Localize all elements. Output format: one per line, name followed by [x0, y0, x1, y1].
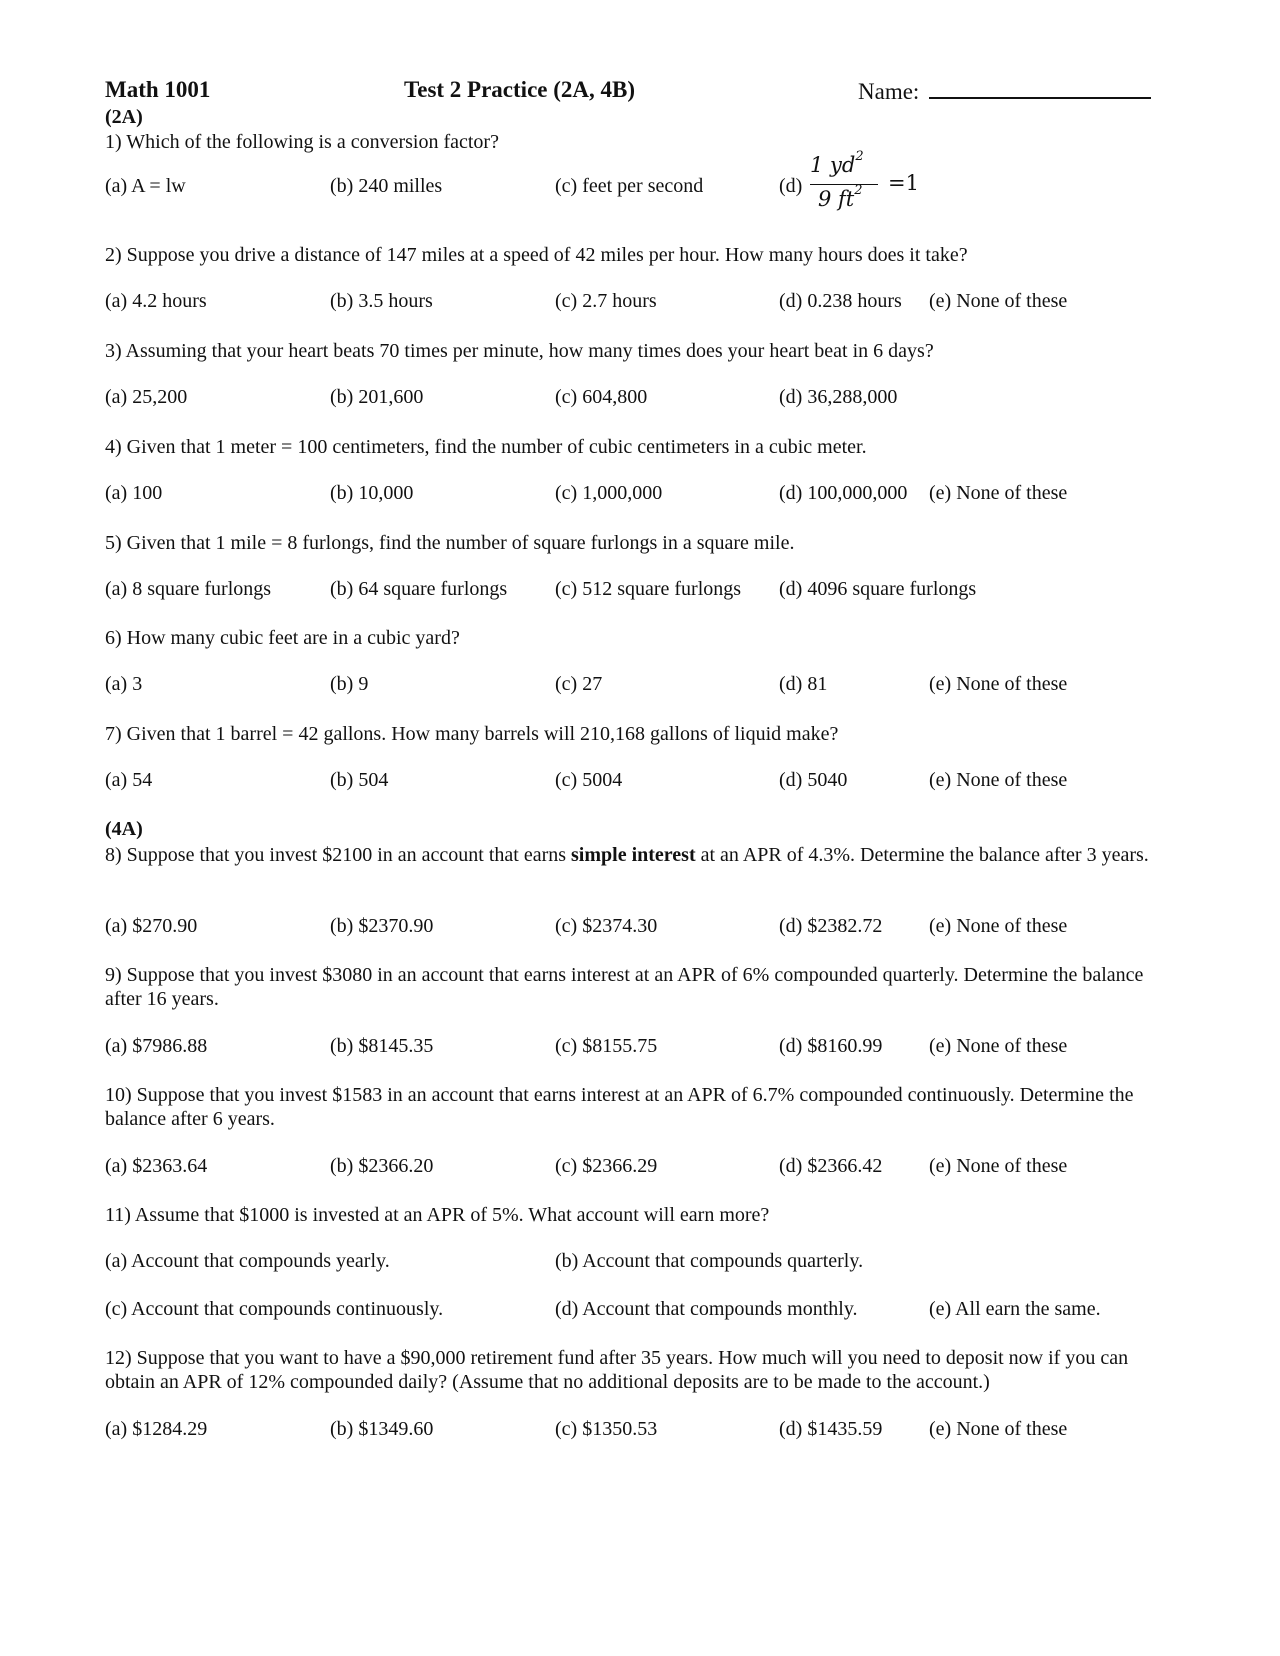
question-5: 5) Given that 1 mile = 8 furlongs, find the number of square furlongs in a square mile.	[105, 532, 795, 554]
q3-option-c: (c) 604,800	[555, 386, 648, 408]
q8-option-c: (c) $2374.30	[555, 915, 658, 937]
q5-option-a: (a) 8 square furlongs	[105, 578, 272, 600]
q8-option-a: (a) $270.90	[105, 915, 198, 937]
q6-option-c: (c) 27	[555, 673, 603, 695]
question-7: 7) Given that 1 barrel = 42 gallons. How many barrels will 210,168 gallons of liquid make?	[105, 723, 839, 745]
question-8: 8) Suppose that you invest $2100 in an account that earns simple interest at an APR of 4.3%. Determine the balance after 3 years.	[105, 844, 1149, 866]
q11-option-d: (d) Account that compounds monthly.	[555, 1298, 858, 1320]
q10-option-a: (a) $2363.64	[105, 1155, 208, 1177]
q1-option-c: (c) feet per second	[555, 175, 704, 197]
q9-option-e: (e) None of these	[929, 1035, 1068, 1057]
q12-option-d: (d) $1435.59	[779, 1418, 883, 1440]
q2-option-a: (a) 4.2 hours	[105, 290, 207, 312]
fraction-equals: =1	[888, 171, 919, 195]
question-3: 3) Assuming that your heart beats 70 times per minute, how many times does your heart beat in 6 days?	[105, 340, 934, 362]
q3-option-d: (d) 36,288,000	[779, 386, 898, 408]
question-4: 4) Given that 1 meter = 100 centimeters, find the number of cubic centimeters in a cubic meter.	[105, 436, 867, 458]
q7-option-a: (a) 54	[105, 769, 153, 791]
page-title: Test 2 Practice (2A, 4B)	[404, 77, 635, 102]
q7-option-d: (d) 5040	[779, 769, 848, 791]
q10-option-d: (d) $2366.42	[779, 1155, 883, 1177]
q2-option-e: (e) None of these	[929, 290, 1068, 312]
fraction-denominator: 9 $ft^2$	[818, 183, 863, 211]
question-12: 12) Suppose that you want to have a $90,000 retirement fund after 35 years. How much will you need to deposit now if you can obtain an APR of 12% compounded daily? (Assume that no additional deposits are to be made to the account.)	[105, 1347, 1129, 1393]
q6-option-d: (d) 81	[779, 673, 828, 695]
name-blank-line	[929, 77, 1151, 99]
question-9: 9) Suppose that you invest $3080 in an account that earns interest at an APR of 6% compounded quarterly. Determine the balance after 16 years.	[105, 964, 1144, 1010]
q11-option-c: (c) Account that compounds continuously.	[105, 1298, 444, 1320]
q7-option-c: (c) 5004	[555, 769, 623, 791]
q7-option-b: (b) 504	[330, 769, 389, 791]
q2-option-d: (d) 0.238 hours	[779, 290, 902, 312]
q10-option-c: (c) $2366.29	[555, 1155, 658, 1177]
q8-option-e: (e) None of these	[929, 915, 1068, 937]
simple-interest-emphasis: simple interest	[571, 844, 696, 866]
course-title: Math 1001	[105, 77, 211, 102]
name-field	[858, 77, 1151, 105]
q12-option-b: (b) $1349.60	[330, 1418, 434, 1440]
q4-option-a: (a) 100	[105, 482, 163, 504]
q12-option-a: (a) $1284.29	[105, 1418, 208, 1440]
q7-option-e: (e) None of these	[929, 769, 1068, 791]
q1-option-b: (b) 240 milles	[330, 175, 443, 197]
q6-option-e: (e) None of these	[929, 673, 1068, 695]
q12-option-e: (e) None of these	[929, 1418, 1068, 1440]
q8-option-b: (b) $2370.90	[330, 915, 434, 937]
q4-option-c: (c) 1,000,000	[555, 482, 663, 504]
q1-option-d: (d)	[779, 175, 803, 197]
q5-option-b: (b) 64 square furlongs	[330, 578, 508, 600]
q9-option-b: (b) $8145.35	[330, 1035, 434, 1057]
q10-option-b: (b) $2366.20	[330, 1155, 434, 1177]
q5-option-d: (d) 4096 square furlongs	[779, 578, 977, 600]
q8-option-d: (d) $2382.72	[779, 915, 883, 937]
q3-option-a: (a) 25,200	[105, 386, 188, 408]
question-6: 6) How many cubic feet are in a cubic yard?	[105, 627, 460, 649]
q9-option-d: (d) $8160.99	[779, 1035, 883, 1057]
name-label: Name:	[858, 79, 920, 104]
q4-option-d: (d) 100,000,000	[779, 482, 908, 504]
q11-option-a: (a) Account that compounds yearly.	[105, 1250, 390, 1272]
section-label-2a: (2A)	[105, 106, 143, 128]
question-2: 2) Suppose you drive a distance of 147 miles at a speed of 42 miles per hour. How many hours does it take?	[105, 244, 968, 266]
q1-option-a: (a) A = lw	[105, 175, 186, 197]
q2-option-c: (c) 2.7 hours	[555, 290, 657, 312]
question-11: 11) Assume that $1000 is invested at an APR of 5%. What account will earn more?	[105, 1204, 770, 1226]
q11-option-b: (b) Account that compounds quarterly.	[555, 1250, 864, 1272]
q10-option-e: (e) None of these	[929, 1155, 1068, 1177]
q3-option-b: (b) 201,600	[330, 386, 424, 408]
q2-option-b: (b) 3.5 hours	[330, 290, 433, 312]
q12-option-c: (c) $1350.53	[555, 1418, 658, 1440]
fraction-bar	[810, 184, 878, 185]
q9-option-c: (c) $8155.75	[555, 1035, 658, 1057]
question-10: 10) Suppose that you invest $1583 in an account that earns interest at an APR of 6.7% compounded continuously. Determine the balance after 6 years.	[105, 1084, 1134, 1130]
q4-option-b: (b) 10,000	[330, 482, 414, 504]
q6-option-b: (b) 9	[330, 673, 369, 695]
q11-option-e: (e) All earn the same.	[929, 1298, 1101, 1320]
q6-option-a: (a) 3	[105, 673, 143, 695]
q4-option-e: (e) None of these	[929, 482, 1068, 504]
section-label-4a: (4A)	[105, 818, 143, 840]
fraction-numerator: 1 $yd^2$	[810, 149, 864, 177]
question-1: 1) Which of the following is a conversion factor?	[105, 131, 499, 153]
q9-option-a: (a) $7986.88	[105, 1035, 208, 1057]
q5-option-c: (c) 512 square furlongs	[555, 578, 742, 600]
